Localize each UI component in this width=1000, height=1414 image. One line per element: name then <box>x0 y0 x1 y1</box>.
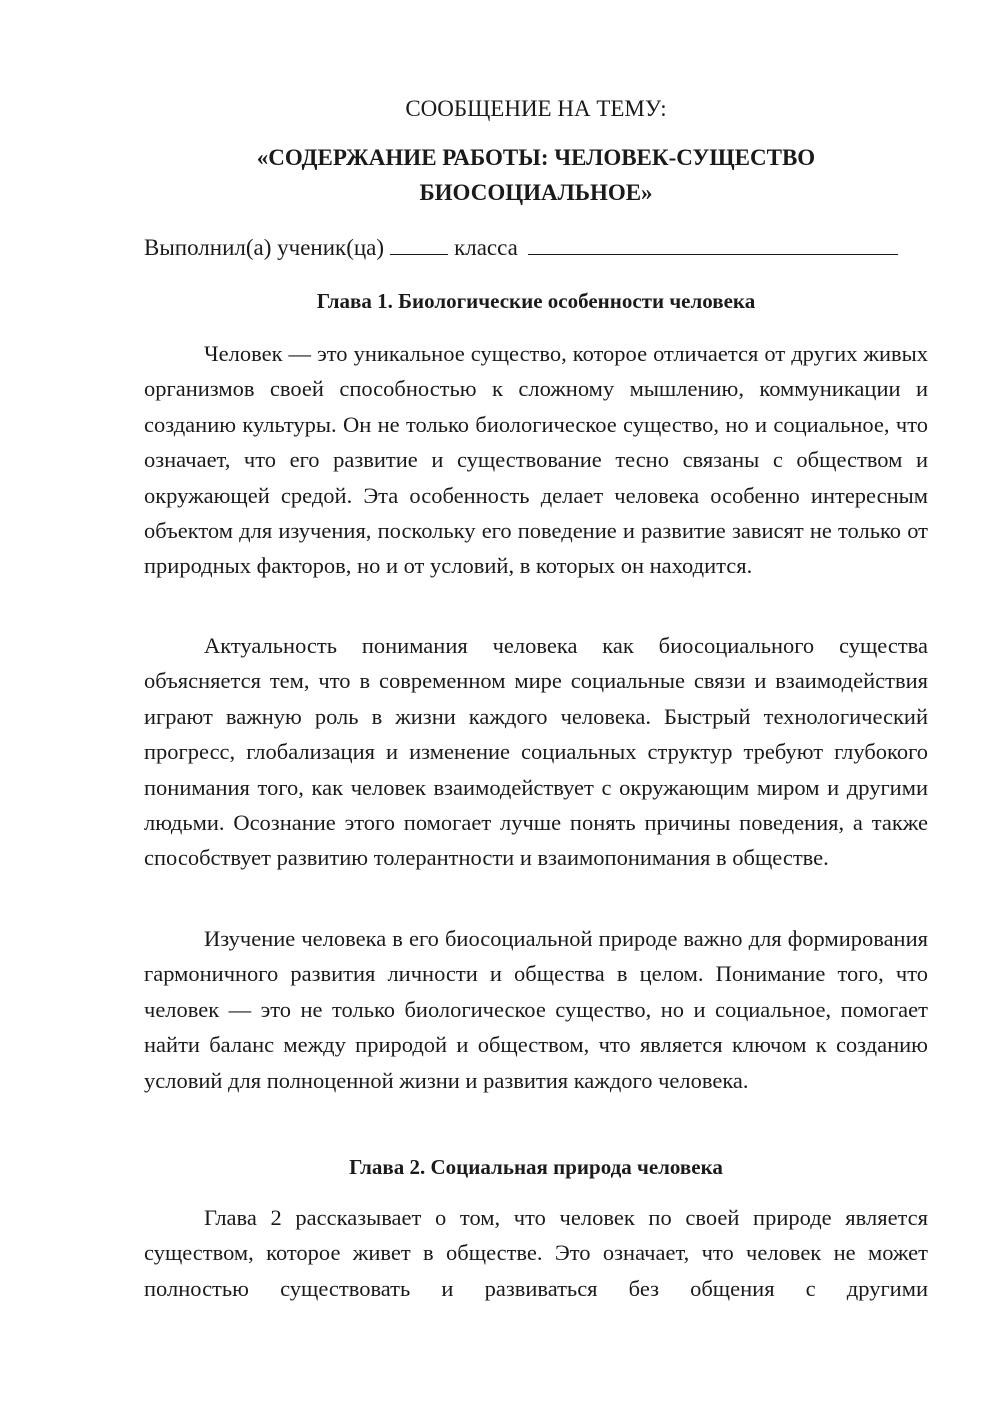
author-label: Выполнил(а) ученик(ца) <box>144 235 385 260</box>
author-line <box>144 232 934 263</box>
document-title-line-1: «СОДЕРЖАНИЕ РАБОТЫ: ЧЕЛОВЕК-СУЩЕСТВО <box>256 145 816 170</box>
chapter-2-heading: Глава 2. Социальная природа человека <box>349 1155 723 1179</box>
chapter-2-paragraph-1: Глава 2 рассказывает о том, что человек по своей природе является существом, которое живет в обществе. Это означает, что человек не может полностью существовать и развиваться без общения с другими <box>144 1205 928 1301</box>
student-name-blank <box>528 232 898 255</box>
chapter-1-paragraph-1: Человек — это уникальное существо, которое отличается от других живых организмов своей способностью к сложному мышлению, коммуникации и созданию культуры. Он не только биологическое существо, но и социальное, что означает, что его развитие и существование тесно связаны с обществом и окружающей средой. Эта особенность делает человека особенно интересным объектом для изучения, поскольку его поведение и развитие зависят не только от природных факторов, но и от условий, в которых он находится. <box>144 341 928 579</box>
class-label: класса <box>454 235 518 260</box>
class-number-blank <box>390 232 448 255</box>
chapter-1-heading: Глава 1. Биологические особенности человека <box>316 289 756 313</box>
document-title-line-2: БИОСОЦИАЛЬНОЕ» <box>419 180 653 205</box>
document-topic: СООБЩЕНИЕ НА ТЕМУ: <box>405 96 667 121</box>
chapter-1-paragraph-3: Изучение человека в его биосоциальной природе важно для формирования гармоничного развития личности и общества в целом. Понимание того, что человек — это не только биологическое существо, но и социальное, помогает найти баланс между природой и обществом, что является ключом к созданию условий для полноценной жизни и развития каждого человека. <box>144 926 928 1093</box>
chapter-1-paragraph-2: Актуальность понимания человека как биосоциального существа объясняется тем, что в современном мире социальные связи и взаимодействия играют важную роль в жизни каждого человека. Быстрый технологический прогресс, глобализация и изменение социальных структур требуют глубокого понимания того, как человек взаимодействует с окружающим миром и другими людьми. Осознание этого помогает лучше понять причины поведения, а также способствует развитию толерантности и взаимопонимания в обществе. <box>144 633 928 871</box>
